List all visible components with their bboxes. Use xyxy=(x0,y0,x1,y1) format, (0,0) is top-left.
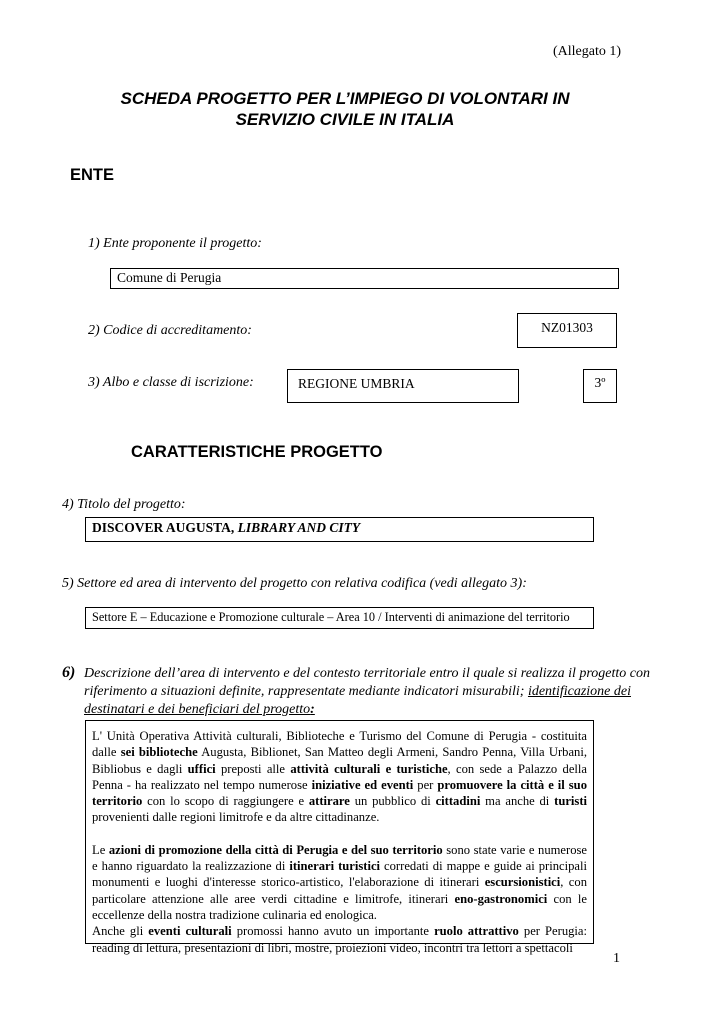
page-number: 1 xyxy=(613,951,620,966)
section-heading-progetto: CARATTERISTICHE PROGETTO xyxy=(131,443,383,461)
question-3 xyxy=(88,375,254,391)
description-paragraph-1: L' Unità Operativa Attività culturali, Biblioteche e Turismo del Comune di Perugia - costituita dalle sei biblioteche Augusta, Biblionet, San Matteo degli Armeni, Sandro Penna, Villa Urbani, Bibliobus e dagli uffici preposti alle attività culturali e turistiche, con sede a Palazzo della Penna - ha realizzato nel tempo numerose iniziative ed eventi per promuovere la città e il suo territorio con lo scopo di raggiungere e attirare un pubblico di cittadini ma anche di turisti provenienti dalle regioni limitrofe e da altre cittadinanze. xyxy=(92,729,588,825)
description-paragraph-2: Le azioni di promozione della città di Perugia e del suo territorio sono state varie e numerose e hanno riguardato la realizzazione di itinerari turistici corredati di mappe e guide ai principali monumenti e luoghi d'interesse storico-artistico, l'elaborazione di itinerari escursionistici, con particolare attenzione alle aree verdi cittadine e limitrofe, itinerari eno-gastronomici con le eccellenze della nostra tradizione culinaria ed enologica. xyxy=(92,842,587,922)
field-codice-accreditamento: NZ01303 xyxy=(517,313,617,348)
question-6-line-1: Descrizione dell’area di intervento e del contesto territoriale entro il quale si realizza il progetto con xyxy=(84,666,651,681)
question-1 xyxy=(88,236,262,252)
question-6-line-3: destinatari e dei beneficiari del progetto: xyxy=(84,702,315,717)
paragraph-gap xyxy=(92,826,587,842)
question-1-number: 1) xyxy=(88,236,100,251)
question-5 xyxy=(62,576,527,592)
question-6-line-2: riferimento a situazioni definite, rappresentate mediante indicatori misurabili; identificazione dei xyxy=(84,684,631,699)
question-4 xyxy=(62,497,186,513)
question-5-label: Settore ed area di intervento del progetto con relativa codifica (vedi allegato 3): xyxy=(77,576,527,591)
title-line-2: SERVIZIO CIVILE IN ITALIA xyxy=(235,110,455,129)
section-heading-ente: ENTE xyxy=(70,166,115,184)
description-paragraph-3: Anche gli eventi culturali promossi hanno avuto un importante ruolo attrattivo per Perugia: reading di lettura, presentazioni di libri, mostre, proiezioni video, incontri tra lettori a spettacoli xyxy=(92,924,588,955)
description-box xyxy=(85,720,594,955)
question-4-label: Titolo del progetto: xyxy=(77,497,186,512)
question-1-label: Ente proponente il progetto: xyxy=(103,236,262,251)
field-titolo-progetto xyxy=(85,517,594,542)
field-classe: 3º xyxy=(583,369,617,403)
question-5-number: 5) xyxy=(62,576,74,591)
question-2-label: Codice di accreditamento: xyxy=(103,323,252,338)
question-6-number: 6) xyxy=(62,664,76,681)
question-4-number: 4) xyxy=(62,497,74,512)
question-3-label: Albo e classe di iscrizione: xyxy=(102,375,254,390)
question-2-number: 2) xyxy=(88,323,100,338)
attachment-label: (Allegato 1) xyxy=(552,44,621,59)
title-line-1: SCHEDA PROGETTO PER L’IMPIEGO DI VOLONTARI IN xyxy=(120,89,570,108)
field-albo: REGIONE UMBRIA xyxy=(287,369,519,403)
question-2 xyxy=(88,323,252,339)
question-6-label xyxy=(84,665,684,719)
question-3-number: 3) xyxy=(88,375,100,390)
field-settore: Settore E – Educazione e Promozione culturale – Area 10 / Interventi di animazione del territorio xyxy=(85,607,594,629)
document-title xyxy=(0,88,690,130)
titolo-bold: DISCOVER AUGUSTA, xyxy=(92,520,238,535)
field-ente-proponente: Comune di Perugia xyxy=(110,268,619,289)
titolo-italic: LIBRARY AND CITY xyxy=(237,520,361,535)
